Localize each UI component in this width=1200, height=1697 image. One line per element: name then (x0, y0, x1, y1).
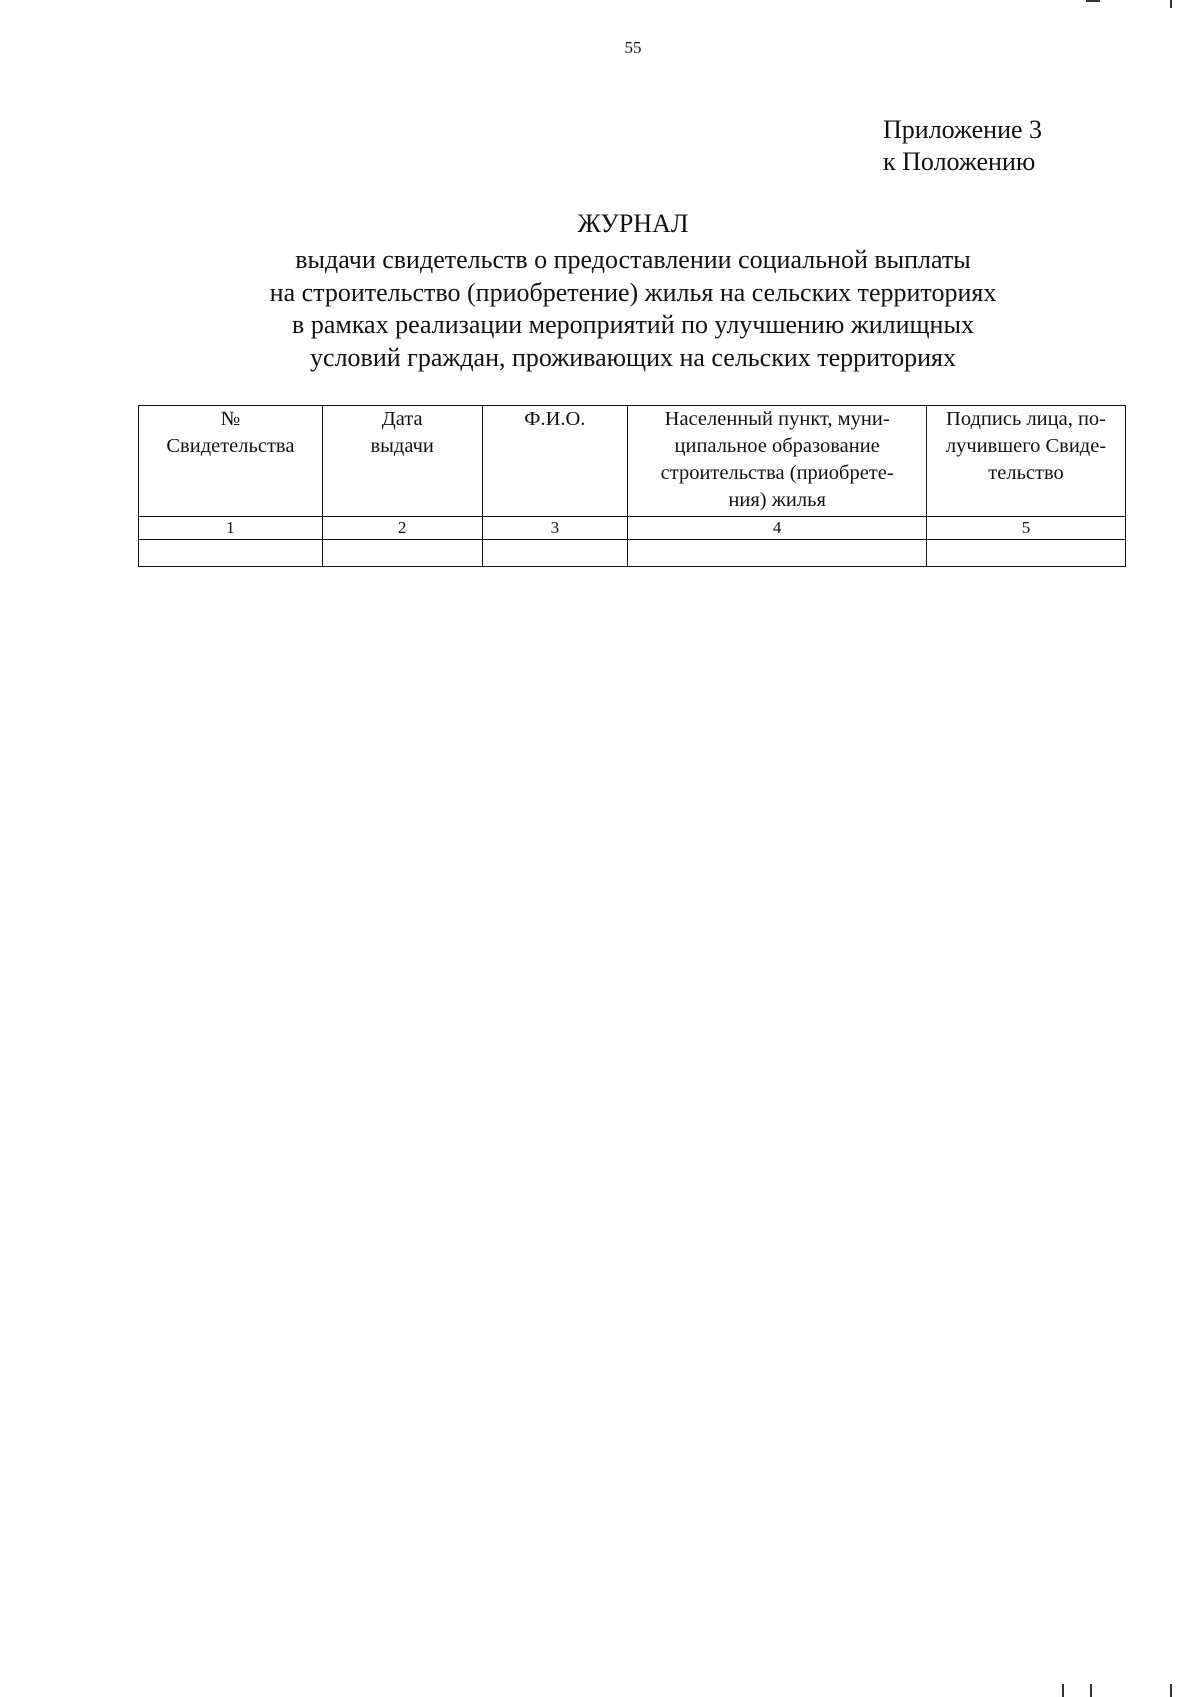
header-certificate-number (139, 406, 323, 517)
journal-table (138, 405, 1126, 567)
header-text: ния) жилья (728, 489, 826, 511)
header-text: Свидетельства (166, 435, 295, 457)
header-full-name (482, 406, 628, 517)
table-cell (927, 540, 1126, 567)
table-header-row (139, 406, 1126, 517)
header-text: ципальное образование (674, 435, 880, 457)
column-number: 2 (322, 517, 482, 540)
scan-artifact (1086, 0, 1100, 2)
column-number: 3 (482, 517, 628, 540)
subtitle-line-4: условий граждан, проживающих на сельских территориях (310, 342, 956, 372)
header-text: Населенный пункт, муни- (664, 408, 890, 430)
header-locality (628, 406, 927, 517)
table-cell (139, 540, 323, 567)
table-cell (322, 540, 482, 567)
subtitle-line-3: в рамках реализации мероприятий по улучшению жилищных (292, 310, 974, 339)
column-number: 1 (139, 517, 323, 540)
table-row (139, 540, 1126, 567)
subtitle-line-1: выдачи свидетельств о предоставлении социальной выплаты (295, 245, 971, 274)
appendix-line-1: Приложение 3 (883, 115, 1043, 144)
header-signature (927, 406, 1126, 517)
header-text: строительства (приобрете- (660, 462, 894, 484)
subtitle-line-2: на строительство (приобретение) жилья на сельских территориях (269, 277, 997, 307)
table-cell (482, 540, 628, 567)
scan-artifact (1170, 1684, 1172, 1697)
column-number: 5 (927, 517, 1126, 540)
table-cell (628, 540, 927, 567)
column-number-row (139, 517, 1126, 540)
scan-artifact (1062, 1684, 1064, 1697)
header-text: лучившего Свиде- (945, 435, 1107, 457)
column-number: 4 (628, 517, 927, 540)
appendix-line-2: к Положению (883, 147, 1036, 176)
scan-artifact (1090, 1684, 1092, 1697)
appendix-note (883, 114, 1042, 178)
header-issue-date (322, 406, 482, 517)
scan-artifact (1170, 0, 1172, 8)
header-text: выдачи (370, 435, 434, 457)
document-subtitle (0, 244, 1200, 374)
page-number: 55 (624, 38, 642, 57)
header-text: Дата (381, 408, 423, 430)
document-title: ЖУРНАЛ (577, 209, 689, 238)
header-text: тельство (988, 462, 1064, 484)
header-text: № (220, 408, 241, 430)
header-text: Ф.И.О. (524, 408, 586, 430)
header-text: Подпись лица, по- (946, 408, 1107, 430)
